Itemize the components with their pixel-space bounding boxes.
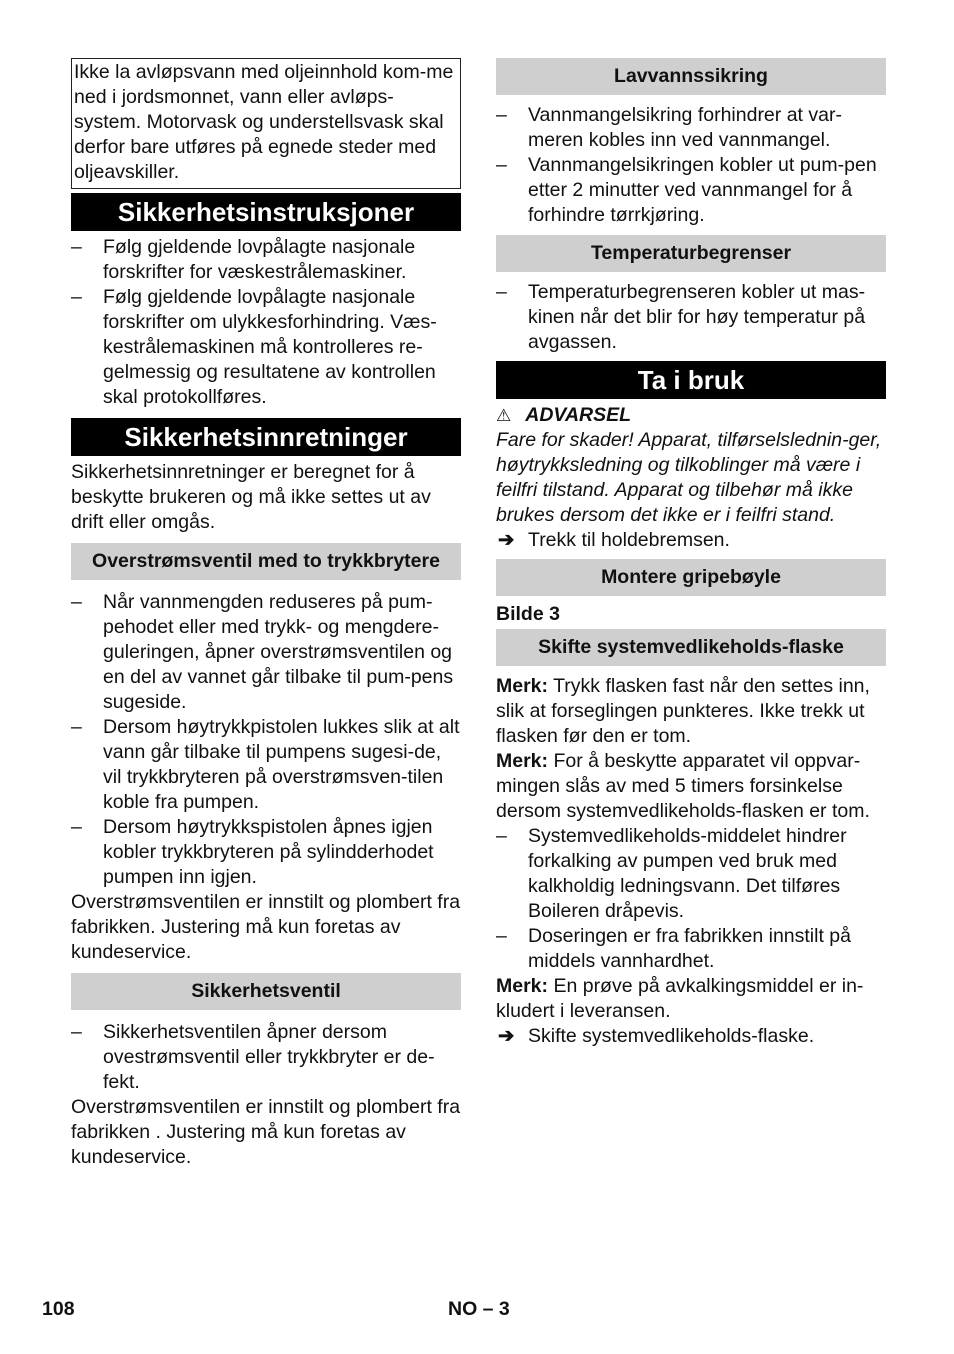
note-paragraph (496, 974, 886, 1024)
note-text: For å beskytte apparatet vil oppvar-mingen slås av med 5 timers forsinkelse dersom systemvedlikeholds-flasken er tom. (496, 750, 870, 822)
list-item: – Dersom høytrykkspistolen åpnes igjen kobler trykkbryteren på sylindderhodet pumpen inn igjen. (71, 815, 461, 890)
warning-title: ADVARSEL (525, 404, 632, 426)
list-item: – Følg gjeldende lovpålagte nasjonale forskrifter om ulykkesforhindring. Væs-kestrålemaskinen må kontrolleres re-gelmessig og resultatene av kontrollen skal protokollføres. (71, 285, 461, 410)
heading-safety-instructions: Sikkerhetsinstruksjoner (71, 193, 461, 231)
note-label: Merk: (496, 975, 549, 997)
note-label: Merk: (496, 750, 549, 772)
list-item: – Vannmangelsikringen kobler ut pum-pen etter 2 minutter ved vannmangel for å forhindre tørrkjøring. (496, 153, 886, 228)
heading-start-up: Ta i bruk (496, 361, 886, 399)
step-brake-text: Trekk til holdebremsen. (528, 529, 730, 551)
note-text: En prøve på avkalkingsmiddel er in-kludert i leveransen. (496, 975, 864, 1022)
step-replace-bottle (496, 1024, 886, 1049)
safety-valve-paragraph: Overstrømsventilen er innstilt og plombert fra fabrikken . Justering må kun foretas av kundeservice. (71, 1096, 461, 1168)
list-item: – Følg gjeldende lovpålagte nasjonale forskrifter for væskestrålemaskiner. (71, 235, 461, 285)
warning-heading (496, 403, 886, 428)
overflow-valve-paragraph: Overstrømsventilen er innstilt og plombert fra fabrikken. Justering må kun foretas av kundeservice. (71, 891, 461, 963)
note-paragraph (496, 674, 886, 749)
list-item: – Doseringen er fra fabrikken innstilt på middels vannhardhet. (496, 924, 886, 974)
list-item: – Sikkerhetsventilen åpner dersom ovestrømsventil eller trykkbryter er de-fekt. (71, 1020, 461, 1095)
arrow-icon: ➔ (498, 1025, 515, 1047)
temperature-limiter-list (496, 280, 886, 355)
figure-reference: Bilde 3 (496, 603, 560, 625)
overflow-valve-list (71, 590, 461, 890)
note-paragraph (496, 749, 886, 824)
list-item: – Når vannmengden reduseres på pum-pehodet eller med trykk- og mengdere-guleringen, åpner overstrømsventilen og en del av vannet går tilbake til pum-pens sugeside. (71, 590, 461, 715)
note-label: Merk: (496, 675, 549, 697)
low-water-list (496, 103, 886, 228)
step-replace-text: Skifte systemvedlikeholds-flaske. (528, 1025, 815, 1047)
safety-devices-paragraph: Sikkerhetsinnretninger er beregnet for å beskytte brukeren og må ikke settes ut av drift eller omgås. (71, 461, 431, 533)
heading-safety-devices: Sikkerhetsinnretninger (71, 418, 461, 456)
heading-replace-bottle: Skifte systemvedlikeholds-flaske (496, 629, 886, 666)
step-brake (496, 528, 886, 553)
safety-instructions-list (71, 235, 461, 410)
left-column (71, 58, 461, 1170)
list-item: – Dersom høytrykkpistolen lukkes slik at alt vann går tilbake til pumpens sugesi-de, vil trykkbryteren på overstrømsven-tilen koble fra pumpen. (71, 715, 461, 815)
heading-mount-handle: Montere gripebøyle (496, 559, 886, 596)
page-number: 108 (42, 1298, 75, 1320)
heading-safety-valve: Sikkerhetsventil (71, 973, 461, 1010)
environment-notice-box (71, 58, 461, 189)
safety-valve-list (71, 1020, 461, 1095)
list-item: – Systemvedlikeholds-middelet hindrer forkalking av pumpen ved bruk med kalkholdig ledningsvann. Det tilføres Boileren dråpevis. (496, 824, 886, 924)
warning-triangle-icon: ⚠ (496, 406, 512, 425)
note-text: Trykk flasken fast når den settes inn, slik at forseglingen punkteres. Ikke trekk ut flasken før den er tom. (496, 675, 870, 747)
arrow-icon: ➔ (498, 529, 515, 551)
heading-overflow-valve: Overstrømsventil med to trykkbrytere (71, 543, 461, 580)
warning-text: Fare for skader! Apparat, tilførselslednin-ger, høytrykksledning og tilkoblinger må være i feilfri tilstand. Apparat og tilbehør må ikke brukes dersom det ikke er i feilfri stand. (496, 429, 882, 526)
environment-notice-text: Ikke la avløpsvann med oljeinnhold kom-me ned i jordsmonnet, vann eller avløps-system. Motorvask og understellsvask skal derfor bare utføres på egnede steder med oljeavskiller. (74, 61, 454, 183)
list-item: – Temperaturbegrenseren kobler ut mas-kinen når det blir for høy temperatur på avgassen. (496, 280, 886, 355)
list-item: – Vannmangelsikring forhindrer at var-meren kobles inn ved vannmangel. (496, 103, 886, 153)
right-column (496, 58, 886, 1049)
heading-temperature-limiter: Temperaturbegrenser (496, 235, 886, 272)
heading-low-water: Lavvannssikring (496, 58, 886, 95)
replace-bottle-list (496, 824, 886, 974)
page-language-code: NO – 3 (448, 1298, 510, 1320)
